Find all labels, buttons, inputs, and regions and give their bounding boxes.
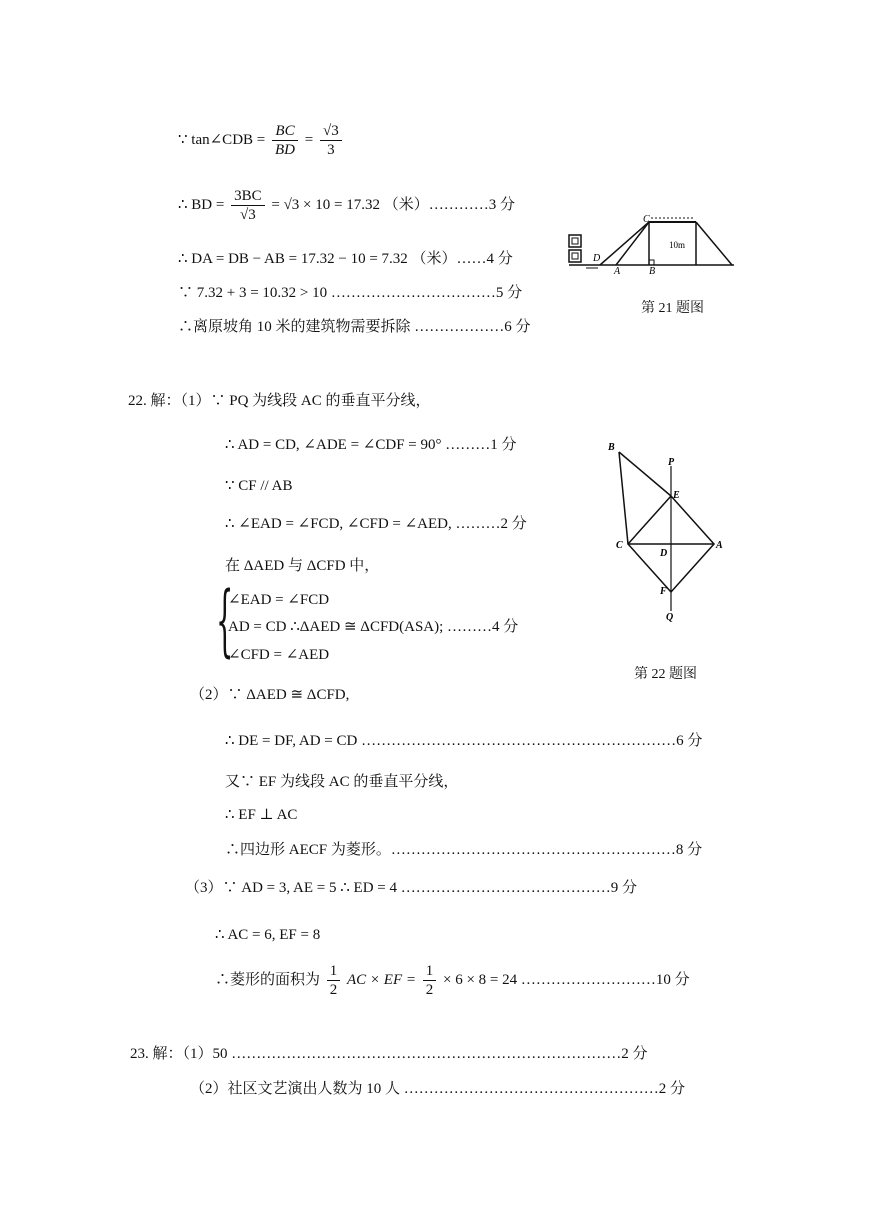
q23-line-1: 23. 解：（1）50 ……………………………………………………………………2 分: [130, 1046, 648, 1062]
q22-system-1: ∠EAD = ∠FCD: [228, 592, 330, 608]
q22-part2-line-4: ∴四边形 AECF 为菱形。…………………………………………………8 分: [225, 842, 703, 858]
fig22-label-D: D: [660, 548, 668, 559]
q22-line-1: ∴ AD = CD, ∠ADE = ∠CDF = 90° ………1 分: [225, 437, 517, 453]
q21-line-5: ∴离原坡角 10 米的建筑物需要拆除 ………………6 分: [178, 319, 531, 335]
fig22-label-C: C: [616, 540, 623, 551]
q21-line-4: ∵ 7.32 + 3 = 10.32 > 10 ……………………………5 分: [178, 285, 523, 301]
fig22-label-E: E: [673, 490, 680, 501]
q21-line-3: ∴ DA = DB − AB = 17.32 − 10 = 7.32 （米）……4 分: [178, 251, 513, 267]
fig21-label-D: D: [593, 253, 601, 264]
q22-heading: 22. 解：（1）∵ PQ 为线段 AC 的垂直平分线，: [128, 393, 431, 409]
q22-part2-line-2: 又∵ EF 为线段 AC 的垂直平分线，: [225, 774, 459, 790]
q22-system-3: ∠CFD = ∠AED: [228, 647, 330, 663]
q22-line-2: ∵ CF // AB: [225, 478, 293, 494]
q22-part3-line-1: ∴ AC = 6, EF = 8: [215, 927, 321, 943]
q22-system-brace: {: [216, 576, 234, 666]
q21-line-2: ∴ BD = $\frac{3BC}{√3}$ = √3 × 10 = 17.32 （米）…………3 分: [178, 188, 515, 223]
fig21-label-B: B: [649, 266, 656, 275]
q22-part2-heading: （2）∵ ΔAED ≅ ΔCFD,: [190, 687, 350, 703]
fig21-label-height: 10m: [669, 240, 686, 250]
q22-part2-line-3: ∴ EF ⊥ AC: [225, 807, 298, 823]
fig22-label-Q: Q: [666, 612, 674, 623]
fig22-label-B: B: [608, 442, 615, 453]
fig21-label-C: C: [643, 214, 650, 225]
fig21-label-A: A: [614, 266, 621, 275]
q22-line-3: ∴ ∠EAD = ∠FCD, ∠CFD = ∠AED, ………2 分: [225, 516, 527, 532]
q22-part2-line-1: ∴ DE = DF, AD = CD ………………………………………………………6 分: [225, 733, 703, 749]
q22-part3-heading: （3）∵ AD = 3, AE = 5 ∴ ED = 4 ……………………………………9 分: [185, 880, 637, 896]
q22-caption: 第 22 题图: [634, 667, 697, 682]
fig22-label-A: A: [716, 540, 723, 551]
q23-line-2: （2）社区文艺演出人数为 10 人 ……………………………………………2 分: [190, 1081, 686, 1097]
fig22-label-F: F: [660, 586, 667, 597]
q22-part3-line-2: ∴菱形的面积为 $\frac{1}{2}$ AC × EF = $\frac{1}{2}$ × 6 × 8 = 24 ………………………10 分: [215, 963, 690, 998]
q22-line-4: 在 ΔAED 与 ΔCFD 中，: [225, 558, 380, 574]
q21-caption: 第 21 题图: [641, 301, 704, 316]
q22-figure: [596, 436, 736, 626]
fig22-label-P: P: [668, 457, 675, 468]
q22-system-2: AD = CD ∴ΔAED ≅ ΔCFD(ASA); ………4 分: [228, 619, 519, 635]
q21-figure: [564, 210, 744, 275]
q21-line-1: ∵ tan∠CDB = $\frac{BC}{BD}$ = $\frac{√3}{3}$: [178, 122, 345, 159]
